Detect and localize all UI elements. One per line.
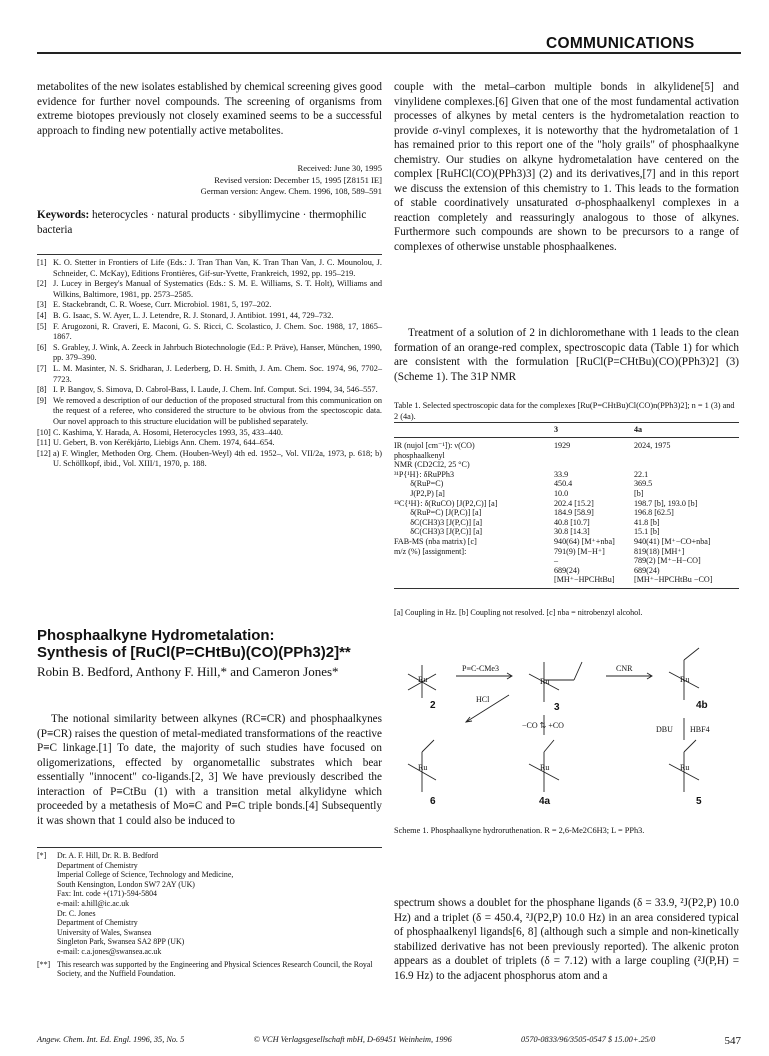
footnote-marker — [37, 909, 57, 919]
reference-item — [37, 385, 382, 396]
table-cell: [MH⁺−HPCHtBu] — [554, 575, 615, 585]
footer-code: 0570-0833/96/3505-0547 $ 15.00+.25/0 — [521, 1035, 656, 1044]
footnote-text: Imperial College of Science, Technology and Medicine, — [57, 870, 234, 880]
table-cell: δ(RuP=C) [J(P,C)] [a] — [394, 508, 482, 518]
table-row — [394, 470, 739, 480]
compound-label-2: 2 — [430, 700, 436, 711]
table-cell: 689(24) — [554, 565, 580, 575]
compound-label-6: 6 — [430, 796, 436, 807]
table-cell — [554, 451, 634, 461]
reference-item — [37, 428, 382, 439]
footnote-marker — [37, 937, 57, 947]
table-row — [394, 575, 739, 585]
footnote-marker — [37, 918, 57, 928]
reference-item — [37, 258, 382, 279]
footnote-line — [37, 870, 382, 880]
ru-atom-5: Ru — [680, 763, 690, 772]
table-cell — [394, 575, 554, 585]
german-version: German version: Angew. Chem. 1996, 108, 589–591 — [200, 186, 382, 196]
reference-item — [37, 364, 382, 385]
reference-text: L. M. Masinter, N. S. Sridharan, J. Lederberg, D. H. Smith, J. Am. Chem. Soc. 1974, 96, 7702–7723. — [53, 363, 382, 384]
table-cell: δ(RuP=C) — [394, 479, 444, 489]
title-line-1: Phosphaalkyne Hydrometalation: — [37, 627, 275, 644]
footnote-line — [37, 937, 382, 947]
table-row — [394, 499, 739, 509]
table-cell: 196.8 [62.5] — [634, 508, 674, 518]
footnote-text: Department of Chemistry — [57, 860, 138, 870]
footnote-text: Singleton Park, Swansea SA2 8PP (UK) — [57, 937, 185, 947]
table-cell: – — [554, 556, 559, 566]
footer-publisher: © VCH Verlagsgesellschaft mbH, D-69451 Weinheim, 1996 — [253, 1035, 452, 1044]
ru-atom-2: Ru — [418, 675, 428, 684]
footnote-text: Department of Chemistry — [57, 918, 138, 928]
footer-journal: Angew. Chem. Int. Ed. Engl. 1996, 35, No. 5 — [37, 1035, 185, 1044]
reference-text: C. Kashima, Y. Harada, A. Hosomi, Heterocycles 1993, 35, 433–440. — [53, 427, 283, 437]
co-exchange: −CO ⇅ +CO — [522, 721, 564, 730]
footnote-line — [37, 947, 382, 957]
reagent-hcl: HCl — [476, 695, 490, 704]
section-header: COMMUNICATIONS — [546, 35, 695, 52]
keywords — [37, 208, 382, 237]
article-title — [37, 627, 382, 661]
table-cell — [554, 460, 634, 470]
table-cell: 791(9) [M−H⁺] — [554, 546, 605, 556]
table-footnote: [a] Coupling in Hz. [b] Coupling not resolved. [c] nba = nitrobenzyl alcohol. — [394, 608, 643, 617]
table-cell: 198.7 [b], 193.0 [b] — [634, 498, 698, 508]
footnote-line — [37, 880, 382, 890]
body-paragraph-right-2: Treatment of a solution of 2 in dichloromethane with 1 leads to the clean formation of an orange-red complex, spectroscopic data (Table 1) for which are consistent with the formulation [RuCl(P=CHtBu)(CO)(PPh3)2] (3) (Scheme 1). The 31P NMR — [394, 327, 739, 383]
table-header-cell: 4a — [634, 425, 643, 435]
table-cell — [634, 451, 739, 461]
reference-item — [37, 300, 382, 311]
table-caption: Table 1. Selected spectroscopic data for the complexes [Ru(P=CHtBu)Cl(CO)n(PPh3)2]; n = 1 (3) and 2 (4a). — [394, 401, 735, 421]
reference-text: B. G. Isaac, S. W. Ayer, L. J. Letendre, R. J. Stonard, J. Antibiot. 1991, 44, 729–732. — [53, 310, 334, 320]
reference-number: [6] — [37, 342, 47, 352]
footnote-text: e-mail: c.a.jones@swansea.ac.uk — [57, 946, 162, 956]
ru-atom-4b: Ru — [680, 675, 690, 684]
table-cell: IR (nujol [cm⁻¹]): ν(CO) — [394, 441, 475, 450]
table-cell: [MH⁺−HPCHtBu −CO] — [634, 575, 713, 585]
footnote-text: University of Wales, Swansea — [57, 927, 152, 937]
table-row — [394, 460, 739, 470]
body-paragraph-right-3: spectrum shows a doublet for the phosphane ligands (δ = 33.9, ²J(P2,P) 10.0 Hz) and a triplet (δ = 450.4, ²J(P2,P) 10.0 Hz) in an area considered typical of phosphaalkenyl ligands[6, 8] (although such a simple and non-kinetically stabilized derivative has not been previously reported). The alkenic proton appears as a doublet of triplets (δ = 7.12) with a large coupling (²J(P,H) = 16.9 Hz) to the adjacent phosphorus atom and a — [394, 897, 739, 982]
footnote-marker — [37, 899, 57, 909]
page-number: 547 — [724, 1035, 741, 1047]
table-cell: 450.4 — [554, 479, 573, 489]
received-dates — [180, 163, 382, 198]
footnote-marker — [37, 928, 57, 938]
table-cell: 689(24) — [634, 565, 660, 575]
keywords-label: Keywords: — [37, 209, 90, 221]
reference-number: [7] — [37, 363, 47, 373]
table-cell: δC(CH3)3 [J(P,C)] [a] — [394, 527, 483, 537]
table-rule-bottom — [394, 588, 739, 589]
table-row — [394, 566, 739, 576]
table-row — [394, 556, 739, 566]
footnote-line — [37, 909, 382, 919]
reference-text: We removed a description of our deduction of the proposed structural from this communication on the request of a referee, who considered the structure to be obvious from the spectoscopic data. Our novel approach to this structure elucidation will be published separately. — [53, 395, 382, 426]
reference-number: [10] — [37, 427, 51, 437]
reference-text: S. Grabley, J. Wink, A. Zeeck in Jahrbuch Biotechnologie (Ed.: P. Präve), Hanser, München, 1990, pp. 379–390. — [53, 342, 382, 363]
table-cell: 940(64) [M⁺+nba] — [554, 536, 615, 546]
reference-number: [8] — [37, 385, 47, 395]
footnote-text: Dr. A. F. Hill, Dr. R. B. Bedford — [57, 851, 159, 860]
table-cell: 10.0 — [554, 488, 569, 498]
author-footnotes — [37, 851, 382, 979]
reference-item — [37, 396, 382, 428]
reference-text: I. P. Bangov, S. Simova, D. Cabrol-Bass, I. Laude, J. Chem. Inf. Comput. Sci. 1994, 34, 546–557. — [53, 385, 378, 395]
references-list — [37, 258, 382, 470]
table-cell: 15.1 [b] — [634, 527, 660, 537]
footnote-line — [37, 899, 382, 909]
table-cell: 184.9 [58.9] — [554, 508, 594, 518]
footnote-text: This research was supported by the Engineering and Physical Sciences Research Council, the Royal Society, and the Nuffield Foundation. — [57, 959, 373, 979]
reference-text: E. Stackebrandt, C. R. Woese, Curr. Microbiol. 1981, 5, 197–202. — [53, 300, 272, 310]
table-cell: 369.5 — [634, 479, 653, 489]
footnote-line — [37, 861, 382, 871]
received-date: Received: June 30, 1995 — [297, 163, 382, 173]
table-cell: 40.8 [10.7] — [554, 517, 590, 527]
footnote-line — [37, 851, 382, 861]
footnote-line — [37, 960, 382, 979]
table-body — [394, 438, 739, 585]
footnote-line — [37, 918, 382, 928]
table-cell: J(P2,P) [a] — [394, 488, 445, 498]
table-row — [394, 451, 739, 461]
footnote-text: Fax: Int. code +(171)-594-5804 — [57, 889, 157, 899]
reagent-isocyanide: CNR — [616, 664, 633, 673]
table-cell: 22.1 — [634, 469, 649, 479]
table-cell: 819(18) [MH⁺] — [634, 546, 685, 556]
reference-text: a) F. Wingler, Methoden Org. Chem. (Houben-Weyl) 4th ed. 1952–, Vol. VII/2a, 1973, p. 618; b) U. Schöllkopf, ibid., Vol. XIII/1, 1970, p. 188. — [53, 448, 382, 469]
authors: Robin B. Bedford, Anthony F. Hill,* and Cameron Jones* — [37, 664, 339, 679]
compound-label-4b: 4b — [696, 700, 708, 711]
table-cell: ³¹P{¹H}: δRuPPh3 — [394, 469, 455, 479]
reference-item — [37, 449, 382, 470]
reference-item — [37, 343, 382, 364]
footnote-marker: [*] — [37, 851, 47, 860]
footnote-text: South Kensington, London SW7 2AY (UK) — [57, 879, 195, 889]
reference-number: [2] — [37, 279, 47, 289]
keywords-text: heterocycles · natural products · sibyllimycine · thermophilic bacteria — [37, 209, 367, 236]
reference-text: K. O. Stetter in Frontiers of Life (Eds.: J. Tran Than Van, K. Tran Than Van, J. C. Mounolou, J. Schneider, C. McKay), Editions Frontières, Gif-sur-Yvette, Frankreich, 1992, pp. 195–219. — [53, 258, 382, 278]
footnote-marker — [37, 889, 57, 899]
reagent-hbf4: HBF4 — [690, 725, 710, 734]
table-row — [394, 547, 739, 557]
reaction-scheme — [394, 640, 739, 810]
table-cell: 2024, 1975 — [634, 441, 671, 450]
reference-number: [1] — [37, 258, 47, 267]
body-paragraph-left: The notional similarity between alkynes (RC≡CR) and phosphaalkynes (P≡CR) raises the question of metal-mediated transformations of the reactive P≡C linkage.[1] To date, the majority of such studies have focused on oligomerizations, effected by organometallic substrates which bear essentially "innocent" co-ligands.[2, 3] We have previously described the interaction of P≡CtBu (1) with a transition metal alkylidyne which proceeded by a metathesis of Mo≡C and P≡C triple bonds.[4] Subsequently it was shown that 1 could also be induced to — [37, 713, 382, 827]
reference-number: [12] — [37, 448, 51, 458]
reference-text: J. Lucey in Bergey's Manual of Systematics (Eds.: S. M. E. Williams, S. T. Holt), Williams and Wilkins, Baltimore, 1981, pp. 2573–2585. — [53, 279, 382, 299]
intro-paragraph: metabolites of the new isolates established by chemical screening gives good evidence for further novel compounds. The screening of organisms from extreme biotopes previously not closely examined seems to be a successful approach to finding new potentially active metabolites. — [37, 81, 382, 137]
reference-number: [4] — [37, 310, 47, 320]
table-cell — [394, 566, 554, 576]
footnote-marker — [37, 947, 57, 957]
reference-number: [3] — [37, 300, 47, 310]
table-cell: 202.4 [15.2] — [554, 498, 594, 508]
footnote-marker — [37, 861, 57, 871]
table-cell: δC(CH3)3 [J(P,C)] [a] — [394, 517, 483, 527]
ru-atom-6: Ru — [418, 763, 428, 772]
table-row — [394, 518, 739, 528]
footnote-marker — [37, 870, 57, 880]
revised-date: Revised version: December 15, 1995 [Z8151 IE] — [214, 174, 382, 185]
reference-item — [37, 279, 382, 300]
footnote-marker: [**] — [37, 959, 51, 969]
reagent-dbu: DBU — [656, 725, 673, 734]
reference-number: [9] — [37, 395, 47, 405]
header-rule — [37, 52, 741, 54]
reagent-phosphaalkyne: P≡C-CMe3 — [462, 664, 499, 673]
table-cell: NMR (CD2Cl2, 25 °C) — [394, 460, 470, 470]
reference-number: [5] — [37, 321, 47, 331]
reference-text: U. Gebert, B. von Kerékjárto, Liebigs Ann. Chem. 1974, 644–654. — [53, 438, 275, 448]
footnote-text: e-mail: a.hill@ic.ac.uk — [57, 898, 130, 908]
reference-item — [37, 438, 382, 449]
reference-item — [37, 322, 382, 343]
table-cell: 41.8 [b] — [634, 517, 660, 527]
footnote-line — [37, 889, 382, 899]
table-cell: 789(2) [M⁺−H−CO] — [634, 556, 701, 566]
footnote-marker — [37, 880, 57, 890]
table-cell — [634, 460, 739, 470]
footnote-rule — [37, 847, 382, 848]
scheme-caption: Scheme 1. Phosphaalkyne hydroruthenation. R = 2,6-Me2C6H3; L = PPh3. — [394, 826, 645, 835]
footnote-text: Dr. C. Jones — [57, 908, 96, 918]
table-row — [394, 479, 739, 489]
footnote-line — [37, 928, 382, 938]
table-cell: 33.9 — [554, 469, 569, 479]
body-paragraph-right-1: couple with the metal–carbon multiple bonds in alkylidene[5] and vinylidene complexes.[6] Given that one of the most fundamental activation processes of alkynes by metal centers is the hydrometalation reaction to provide σ-vinyl complexes, it is noteworthy that the hydrometalation of 1 has remained prior to this report one of the "holy grails" of phosphaalkyne chemistry. Our studies on alkyne hydrometalation have centered on the complex [RuHCl(CO)(PPh3)3] (2) and its derivatives,[7] and in this report we discuss the extension of this chemistry to 1. This leads to the formation of stable coordinatively unsaturated σ-phosphaalkenyl complexes in a reaction completely and reassuringly analogous to those of alkynes. Furthermore such compounds are shown to be precursors to a range of complexes of otherwise unstable phosphaalkenes. — [394, 81, 739, 253]
table-row — [394, 527, 739, 537]
reference-item — [37, 311, 382, 322]
spectroscopic-table — [394, 422, 739, 589]
table-cell: 30.8 [14.3] — [554, 527, 590, 537]
table-row — [394, 441, 739, 451]
table-row — [394, 508, 739, 518]
reference-text: F. Arugozoni, R. Craveri, E. Maconi, G. S. Ricci, C. Scolastico, J. Chem. Soc. 1988, 17, 1865–1867. — [53, 321, 382, 342]
ru-atom-3: Ru — [540, 677, 550, 686]
table-header-cell: 3 — [554, 425, 559, 435]
table-cell: 1929 — [554, 441, 571, 450]
table-cell: [b] — [634, 488, 644, 498]
compound-label-4a: 4a — [539, 796, 551, 807]
title-line-2: Synthesis of [RuCl(P=CHtBu)(CO)(PPh3)2]** — [37, 644, 351, 661]
table-cell: FAB-MS (nba matrix) [c] — [394, 536, 477, 546]
table-row — [394, 537, 739, 547]
page-footer — [37, 1035, 741, 1047]
table-cell: m/z (%) [assignment]: — [394, 546, 467, 556]
table-row — [394, 489, 739, 499]
table-cell: 940(41) [M⁺−CO+nba] — [634, 536, 711, 546]
compound-label-3: 3 — [554, 702, 560, 713]
compound-label-5: 5 — [696, 796, 702, 807]
table-header — [394, 423, 739, 437]
references-rule — [37, 254, 382, 255]
reference-number: [11] — [37, 438, 51, 448]
ru-atom-4a: Ru — [540, 763, 550, 772]
table-cell: phosphaalkenyl — [394, 450, 445, 460]
table-cell — [394, 556, 554, 566]
table-cell: ¹³C{¹H}: δ(RuCO) [J(P2,C)] [a] — [394, 498, 498, 508]
